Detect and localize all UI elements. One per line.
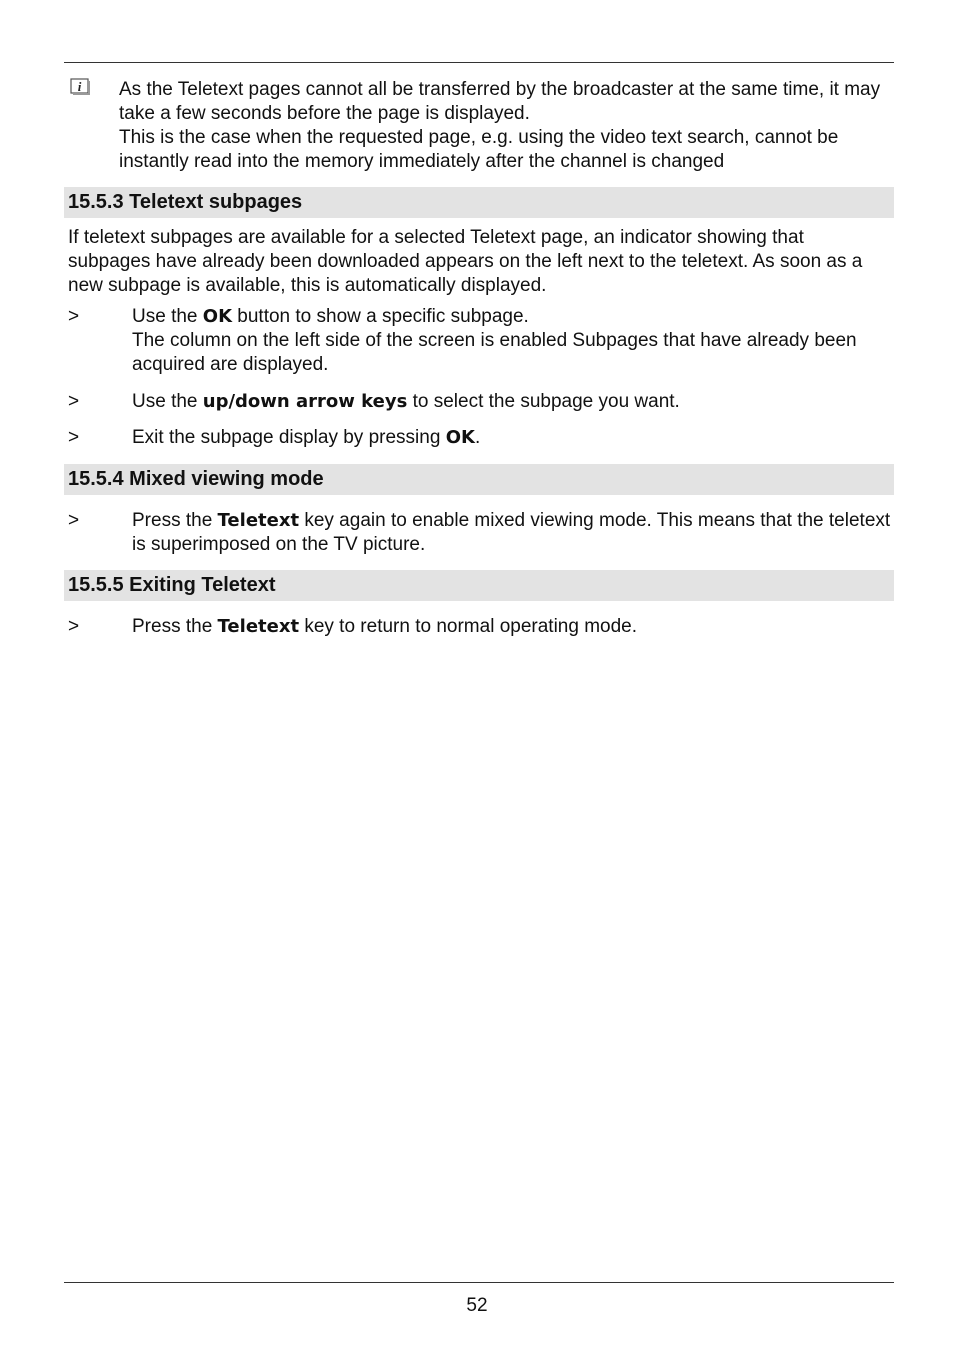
key-teletext: Teletext	[217, 616, 300, 637]
key-ok: OK	[445, 427, 475, 448]
step-text: .	[474, 427, 481, 448]
bottom-rule	[64, 1282, 894, 1283]
step-marker: >	[68, 306, 80, 327]
key-up-down-arrows: up/down arrow keys	[202, 391, 408, 412]
note-line-2: This is the case when the requested page, e.g. using the video text search, cannot be instantly read into the memory immediately after the channel is changed	[119, 127, 839, 172]
note-line-1: As the Teletext pages cannot all be transferred by the broadcaster at the same time, it may take a few seconds before the page is displayed.	[119, 79, 881, 124]
step-marker: >	[68, 427, 80, 448]
note-text	[119, 78, 899, 174]
step-marker: >	[68, 616, 80, 637]
step-text: Press the	[132, 510, 218, 531]
step-detail: The column on the left side of the screen is enabled Subpages that have already been acquired are displayed.	[132, 330, 857, 375]
top-rule	[64, 62, 894, 63]
step-text: Use the	[132, 391, 203, 412]
info-icon	[70, 78, 90, 96]
step-text: to select the subpage you want.	[407, 391, 680, 412]
heading-teletext-subpages: 15.5.3 Teletext subpages	[64, 187, 894, 218]
intro-paragraph: If teletext subpages are available for a selected Teletext page, an indicator showing that subpages have already been downloaded appears on the left next to the teletext. As soon as a new subpage is available, this is automatically displayed.	[68, 227, 863, 296]
heading-exiting-teletext: 15.5.5 Exiting Teletext	[64, 570, 894, 601]
step-text: Exit the subpage display by pressing	[132, 427, 446, 448]
step-text: key to return to normal operating mode.	[299, 616, 638, 637]
step-text: key again to enable mixed viewing mode. This means that the teletext is superimposed on the TV picture.	[132, 510, 891, 555]
step-marker: >	[68, 391, 80, 412]
page-number: 52	[466, 1295, 488, 1316]
key-ok: OK	[202, 306, 233, 327]
step-text: Use the	[132, 306, 203, 327]
step-marker: >	[68, 510, 80, 531]
svg-text:i: i	[77, 79, 82, 94]
step-text: Press the	[132, 616, 218, 637]
heading-mixed-viewing-mode: 15.5.4 Mixed viewing mode	[64, 464, 894, 495]
step-text: button to show a specific subpage.	[232, 306, 529, 327]
key-teletext: Teletext	[217, 510, 300, 531]
